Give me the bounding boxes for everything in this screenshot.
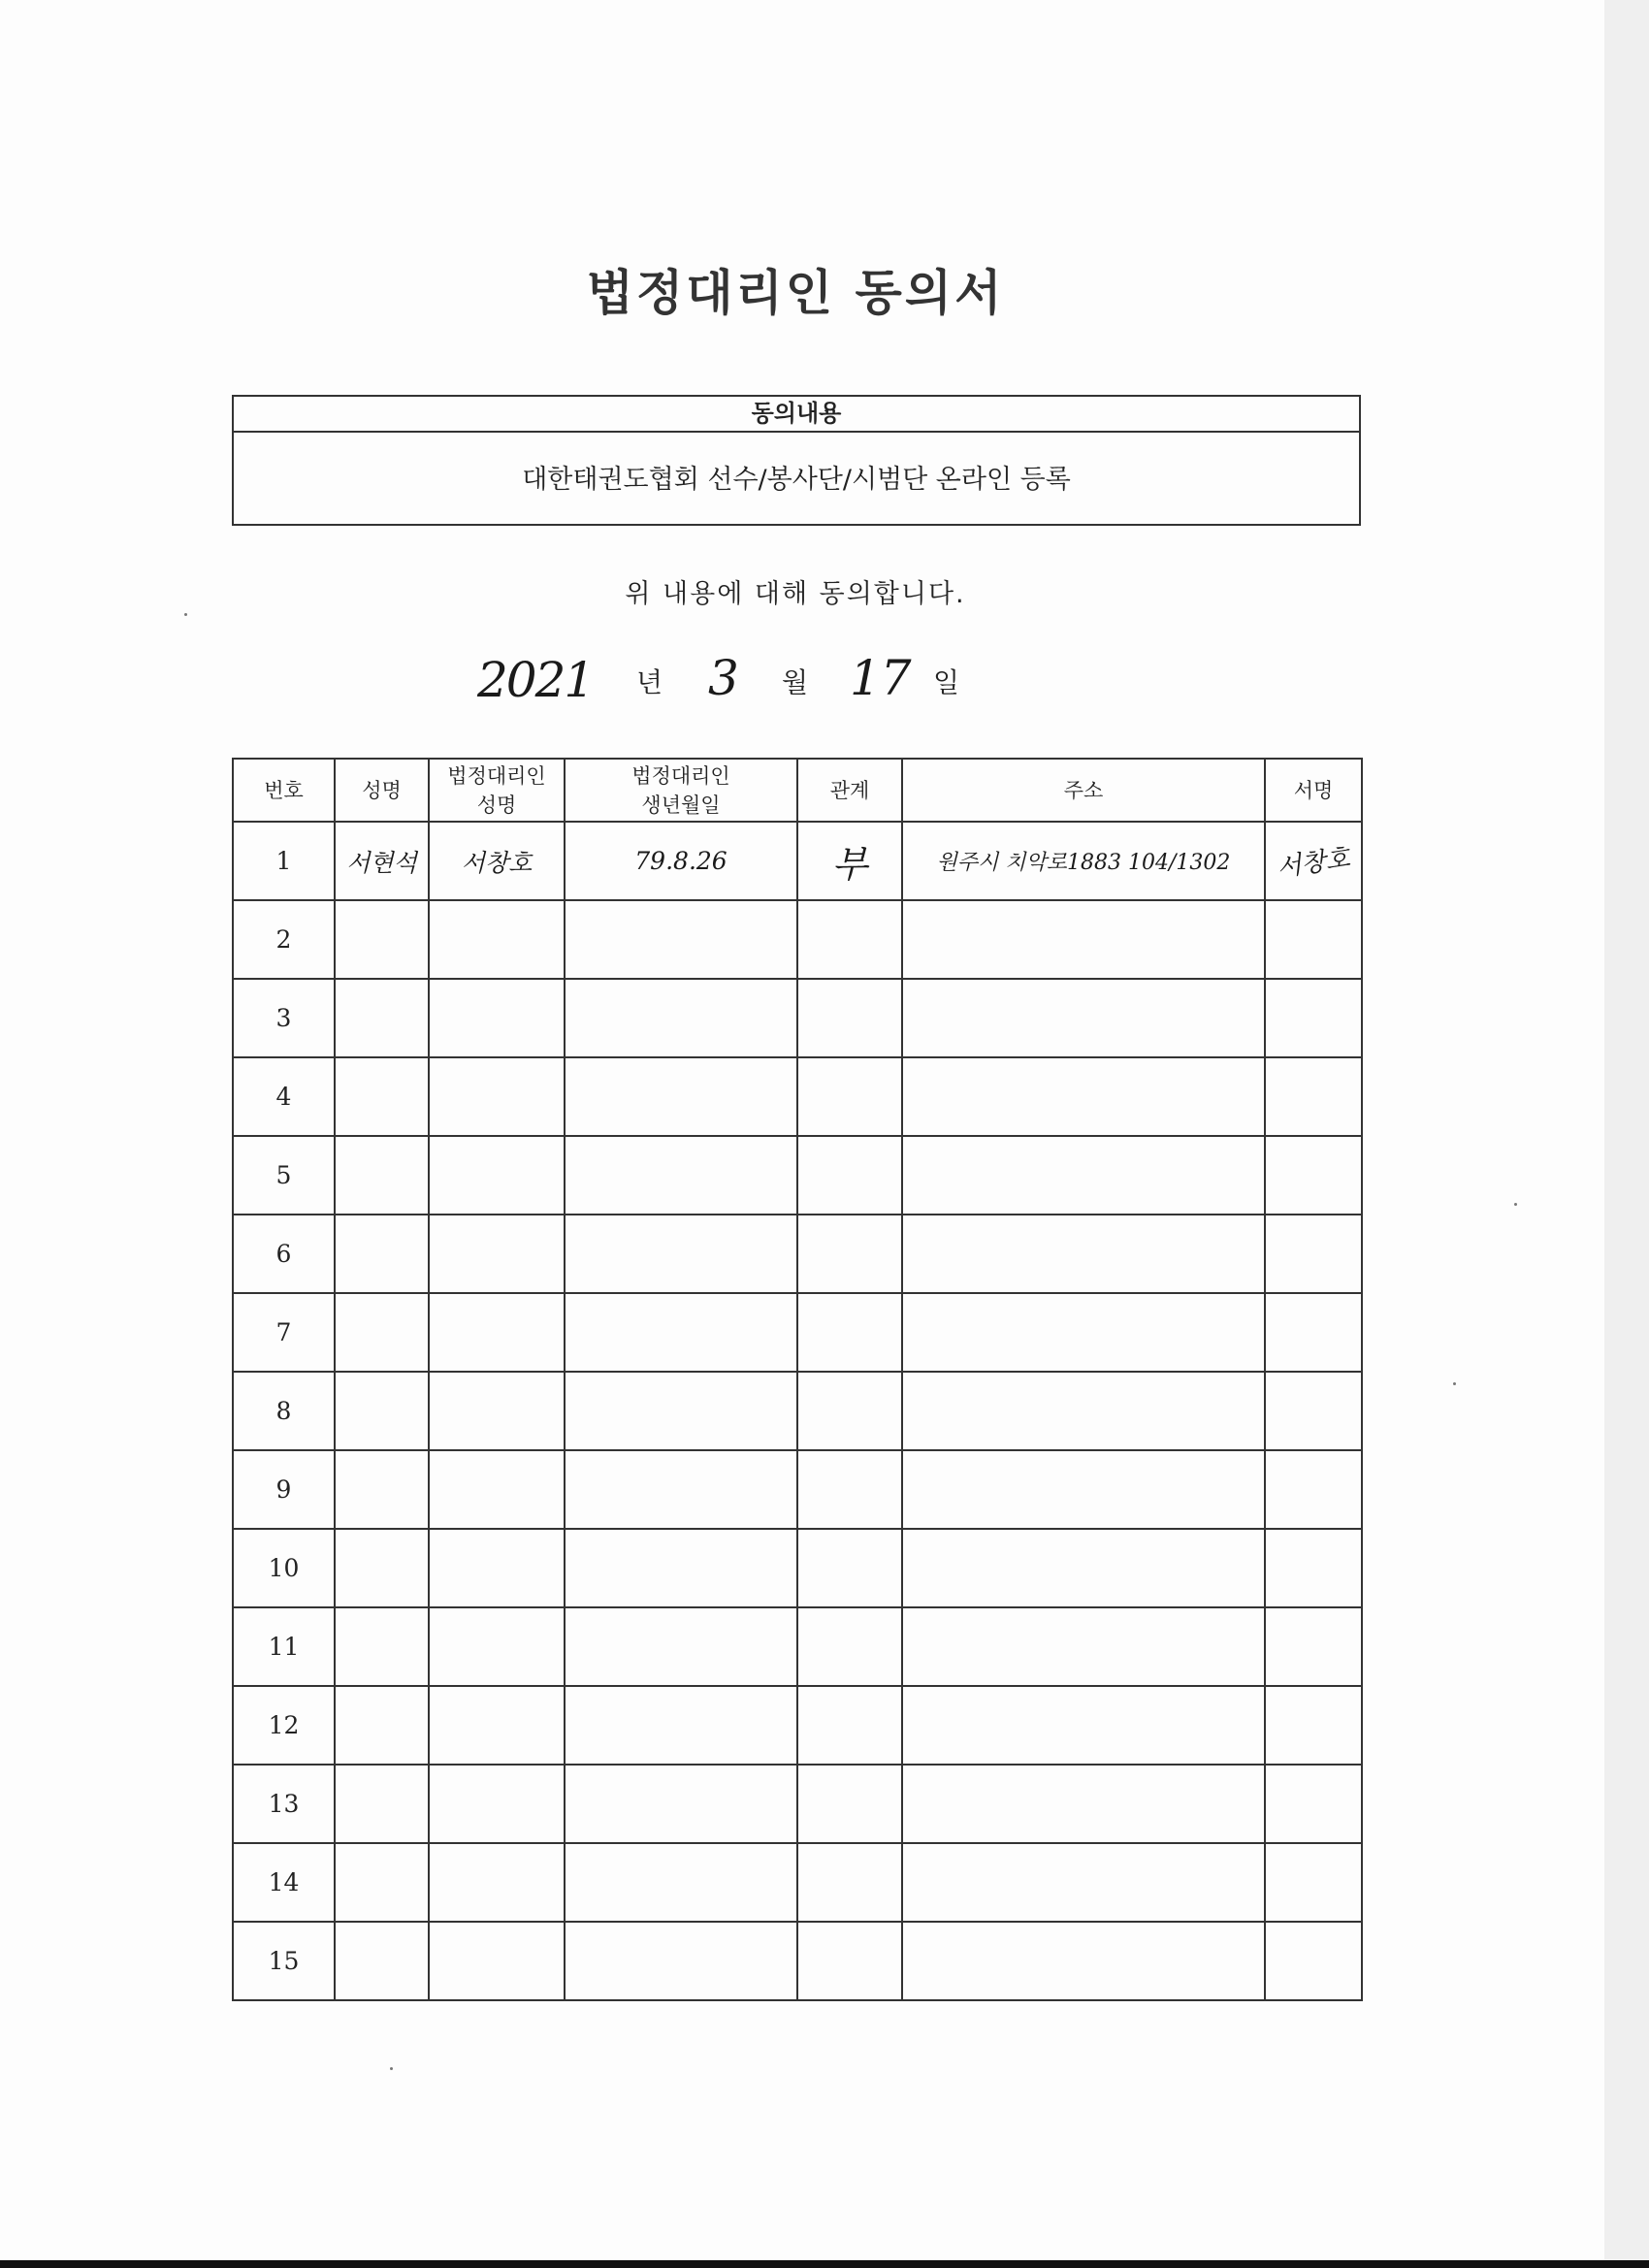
cell-address[interactable] xyxy=(902,1293,1265,1372)
cell-address[interactable] xyxy=(902,1686,1265,1765)
cell-guardian-birth[interactable] xyxy=(565,1136,797,1215)
cell-address[interactable] xyxy=(902,1215,1265,1293)
table-row xyxy=(233,1843,1362,1922)
row-number-text: 5 xyxy=(275,1161,292,1189)
cell-address[interactable] xyxy=(902,1765,1265,1843)
scan-speck xyxy=(184,613,187,616)
cell-signature[interactable] xyxy=(1265,1607,1362,1686)
table-row xyxy=(233,1529,1362,1607)
cell-signature[interactable] xyxy=(1265,1057,1362,1136)
cell-guardian-name[interactable] xyxy=(429,1529,565,1607)
cell-signature[interactable] xyxy=(1265,1450,1362,1529)
cell-signature[interactable] xyxy=(1265,1215,1362,1293)
table-row xyxy=(233,1372,1362,1450)
cell-relation[interactable] xyxy=(797,1529,902,1607)
cell-address-text: 원주시 치악로1883 104/1302 xyxy=(936,851,1231,875)
cell-relation[interactable] xyxy=(797,1293,902,1372)
date-year-label: 년 xyxy=(636,666,663,698)
header-guardian-birth xyxy=(565,759,797,822)
header-signature: 서명 xyxy=(1265,759,1362,822)
cell-name[interactable] xyxy=(335,979,429,1057)
cell-guardian-birth[interactable] xyxy=(565,1293,797,1372)
table-row xyxy=(233,1215,1362,1293)
cell-address[interactable] xyxy=(902,1450,1265,1529)
cell-relation[interactable] xyxy=(797,1765,902,1843)
header-number: 번호 xyxy=(233,759,335,822)
cell-relation[interactable] xyxy=(797,1215,902,1293)
cell-guardian-name[interactable] xyxy=(429,1450,565,1529)
cell-guardian-birth[interactable] xyxy=(565,1922,797,2000)
document-title: 법정대리인 동의서 xyxy=(586,265,1005,321)
consent-box-content: 대한태권도협회 선수/봉사단/시범단 온라인 등록 xyxy=(522,465,1071,495)
row-number-text: 15 xyxy=(268,1947,300,1975)
scan-edge-right xyxy=(1604,0,1649,2268)
cell-address[interactable] xyxy=(902,979,1265,1057)
table-row xyxy=(233,979,1362,1057)
cell-name[interactable] xyxy=(335,1215,429,1293)
row-number[interactable] xyxy=(233,1607,335,1686)
table-row xyxy=(233,1922,1362,2000)
cell-address[interactable] xyxy=(902,1922,1265,2000)
cell-signature[interactable] xyxy=(1265,1372,1362,1450)
cell-address[interactable] xyxy=(902,1372,1265,1450)
header-address: 주소 xyxy=(902,759,1265,822)
header-guardian-name-line2: 성명 xyxy=(476,793,517,817)
header-guardian-birth-line1: 법정대리인 xyxy=(631,763,730,788)
date-month-handwritten: 3 xyxy=(708,650,739,706)
table-row xyxy=(233,1136,1362,1215)
row-number-text: 14 xyxy=(268,1868,300,1896)
cell-guardian-name[interactable] xyxy=(429,1607,565,1686)
date-day-handwritten: 17 xyxy=(850,650,912,706)
row-number-text: 9 xyxy=(275,1475,292,1504)
table-row xyxy=(233,1057,1362,1136)
cell-guardian-name[interactable] xyxy=(429,1057,565,1136)
row-number[interactable] xyxy=(233,1057,335,1136)
cell-guardian-birth[interactable] xyxy=(565,1372,797,1450)
cell-signature[interactable] xyxy=(1265,1529,1362,1607)
cell-signature[interactable] xyxy=(1265,1136,1362,1215)
cell-signature[interactable] xyxy=(1265,1293,1362,1372)
cell-name[interactable] xyxy=(335,1686,429,1765)
row-number[interactable] xyxy=(233,1136,335,1215)
cell-signature[interactable] xyxy=(1265,822,1362,900)
row-number-text: 13 xyxy=(268,1790,300,1818)
consent-box xyxy=(232,395,1361,526)
cell-guardian-birth[interactable] xyxy=(565,1686,797,1765)
cell-guardian-birth[interactable] xyxy=(565,1057,797,1136)
cell-relation[interactable] xyxy=(797,900,902,979)
cell-signature[interactable] xyxy=(1265,900,1362,979)
cell-guardian-name-text: 서창호 xyxy=(461,848,533,877)
cell-relation[interactable] xyxy=(797,979,902,1057)
consent-box-header: 동의내용 xyxy=(234,397,1359,433)
cell-signature-text: 서창호 xyxy=(1275,843,1352,884)
scan-edge-bottom xyxy=(0,2260,1649,2268)
cell-signature[interactable] xyxy=(1265,1922,1362,2000)
cell-address[interactable] xyxy=(902,900,1265,979)
scan-speck xyxy=(1514,1203,1517,1206)
table-row xyxy=(233,1607,1362,1686)
cell-address[interactable] xyxy=(902,1607,1265,1686)
cell-name[interactable] xyxy=(335,1765,429,1843)
cell-relation[interactable] xyxy=(797,1136,902,1215)
cell-signature[interactable] xyxy=(1265,1686,1362,1765)
cell-name[interactable] xyxy=(335,1136,429,1215)
table-row xyxy=(233,1450,1362,1529)
cell-guardian-name[interactable] xyxy=(429,822,565,900)
cell-guardian-birth[interactable] xyxy=(565,1529,797,1607)
row-number-text: 3 xyxy=(275,1004,292,1032)
cell-guardian-name[interactable] xyxy=(429,1372,565,1450)
cell-signature[interactable] xyxy=(1265,1765,1362,1843)
cell-guardian-name[interactable] xyxy=(429,1215,565,1293)
row-number[interactable] xyxy=(233,979,335,1057)
cell-name[interactable] xyxy=(335,900,429,979)
scan-speck xyxy=(390,2067,393,2070)
cell-guardian-name[interactable] xyxy=(429,1843,565,1922)
row-number-text: 2 xyxy=(275,925,292,954)
cell-relation[interactable] xyxy=(797,1607,902,1686)
row-number-text: 6 xyxy=(275,1240,292,1268)
cell-guardian-birth[interactable] xyxy=(565,1607,797,1686)
cell-name[interactable] xyxy=(335,1057,429,1136)
header-guardian-birth-line2: 생년월일 xyxy=(641,793,721,817)
row-number[interactable] xyxy=(233,1922,335,2000)
date-day-label: 일 xyxy=(933,666,960,698)
cell-name[interactable] xyxy=(335,1607,429,1686)
row-number[interactable] xyxy=(233,1293,335,1372)
cell-relation[interactable] xyxy=(797,1057,902,1136)
cell-name[interactable] xyxy=(335,1372,429,1450)
row-number[interactable] xyxy=(233,822,335,900)
cell-relation[interactable] xyxy=(797,1686,902,1765)
row-number[interactable] xyxy=(233,1765,335,1843)
cell-guardian-birth[interactable] xyxy=(565,979,797,1057)
cell-guardian-name[interactable] xyxy=(429,1765,565,1843)
row-number[interactable] xyxy=(233,1450,335,1529)
cell-guardian-birth[interactable] xyxy=(565,1450,797,1529)
registration-table xyxy=(232,758,1363,2001)
row-number-text: 7 xyxy=(275,1318,292,1346)
header-guardian-name-line1: 법정대리인 xyxy=(447,763,546,788)
date-month-label: 월 xyxy=(782,666,809,698)
cell-address[interactable] xyxy=(902,1057,1265,1136)
cell-guardian-name[interactable] xyxy=(429,1686,565,1765)
row-number-text: 10 xyxy=(268,1554,300,1582)
cell-name[interactable] xyxy=(335,822,429,900)
date-year-handwritten: 2021 xyxy=(477,652,594,708)
row-number[interactable] xyxy=(233,1686,335,1765)
cell-guardian-birth[interactable] xyxy=(565,1843,797,1922)
row-number[interactable] xyxy=(233,1215,335,1293)
cell-name[interactable] xyxy=(335,1293,429,1372)
cell-signature[interactable] xyxy=(1265,1843,1362,1922)
table-row xyxy=(233,1293,1362,1372)
cell-guardian-name[interactable] xyxy=(429,1293,565,1372)
cell-name-text: 서현석 xyxy=(346,848,417,877)
cell-relation[interactable] xyxy=(797,1922,902,2000)
cell-name[interactable] xyxy=(335,1450,429,1529)
cell-guardian-name[interactable] xyxy=(429,1136,565,1215)
row-number[interactable] xyxy=(233,1372,335,1450)
table-row xyxy=(233,1686,1362,1765)
row-number[interactable] xyxy=(233,1529,335,1607)
header-relation: 관계 xyxy=(797,759,902,822)
cell-name[interactable] xyxy=(335,1922,429,2000)
cell-guardian-birth[interactable] xyxy=(565,1215,797,1293)
cell-relation-text: 부 xyxy=(831,843,868,886)
table-row xyxy=(233,822,1362,900)
cell-signature[interactable] xyxy=(1265,979,1362,1057)
table-body xyxy=(233,822,1362,2000)
cell-relation[interactable] xyxy=(797,1843,902,1922)
row-number-text: 8 xyxy=(275,1397,292,1425)
cell-relation[interactable] xyxy=(797,1450,902,1529)
cell-guardian-birth[interactable] xyxy=(565,1765,797,1843)
cell-guardian-birth[interactable] xyxy=(565,900,797,979)
scan-speck xyxy=(1453,1382,1456,1385)
header-name: 성명 xyxy=(335,759,429,822)
row-number-text: 12 xyxy=(268,1711,300,1739)
cell-guardian-birth[interactable] xyxy=(565,822,797,900)
cell-address[interactable] xyxy=(902,1529,1265,1607)
cell-guardian-name[interactable] xyxy=(429,1922,565,2000)
row-number-text: 1 xyxy=(275,847,292,875)
row-number-text: 11 xyxy=(268,1633,300,1661)
cell-guardian-name[interactable] xyxy=(429,979,565,1057)
cell-relation[interactable] xyxy=(797,822,902,900)
agreement-statement: 위 내용에 대해 동의합니다. xyxy=(625,579,966,609)
cell-guardian-name[interactable] xyxy=(429,900,565,979)
cell-name[interactable] xyxy=(335,1843,429,1922)
cell-relation[interactable] xyxy=(797,1372,902,1450)
cell-address[interactable] xyxy=(902,1843,1265,1922)
cell-name[interactable] xyxy=(335,1529,429,1607)
header-guardian-name xyxy=(429,759,565,822)
table-header-row xyxy=(233,759,1362,822)
table-row xyxy=(233,900,1362,979)
table-row xyxy=(233,1765,1362,1843)
row-number[interactable] xyxy=(233,900,335,979)
row-number-text: 4 xyxy=(275,1083,292,1111)
cell-address[interactable] xyxy=(902,822,1265,900)
date-line xyxy=(0,650,1649,724)
row-number[interactable] xyxy=(233,1843,335,1922)
cell-guardian-birth-text: 79.8.26 xyxy=(634,847,728,875)
cell-address[interactable] xyxy=(902,1136,1265,1215)
